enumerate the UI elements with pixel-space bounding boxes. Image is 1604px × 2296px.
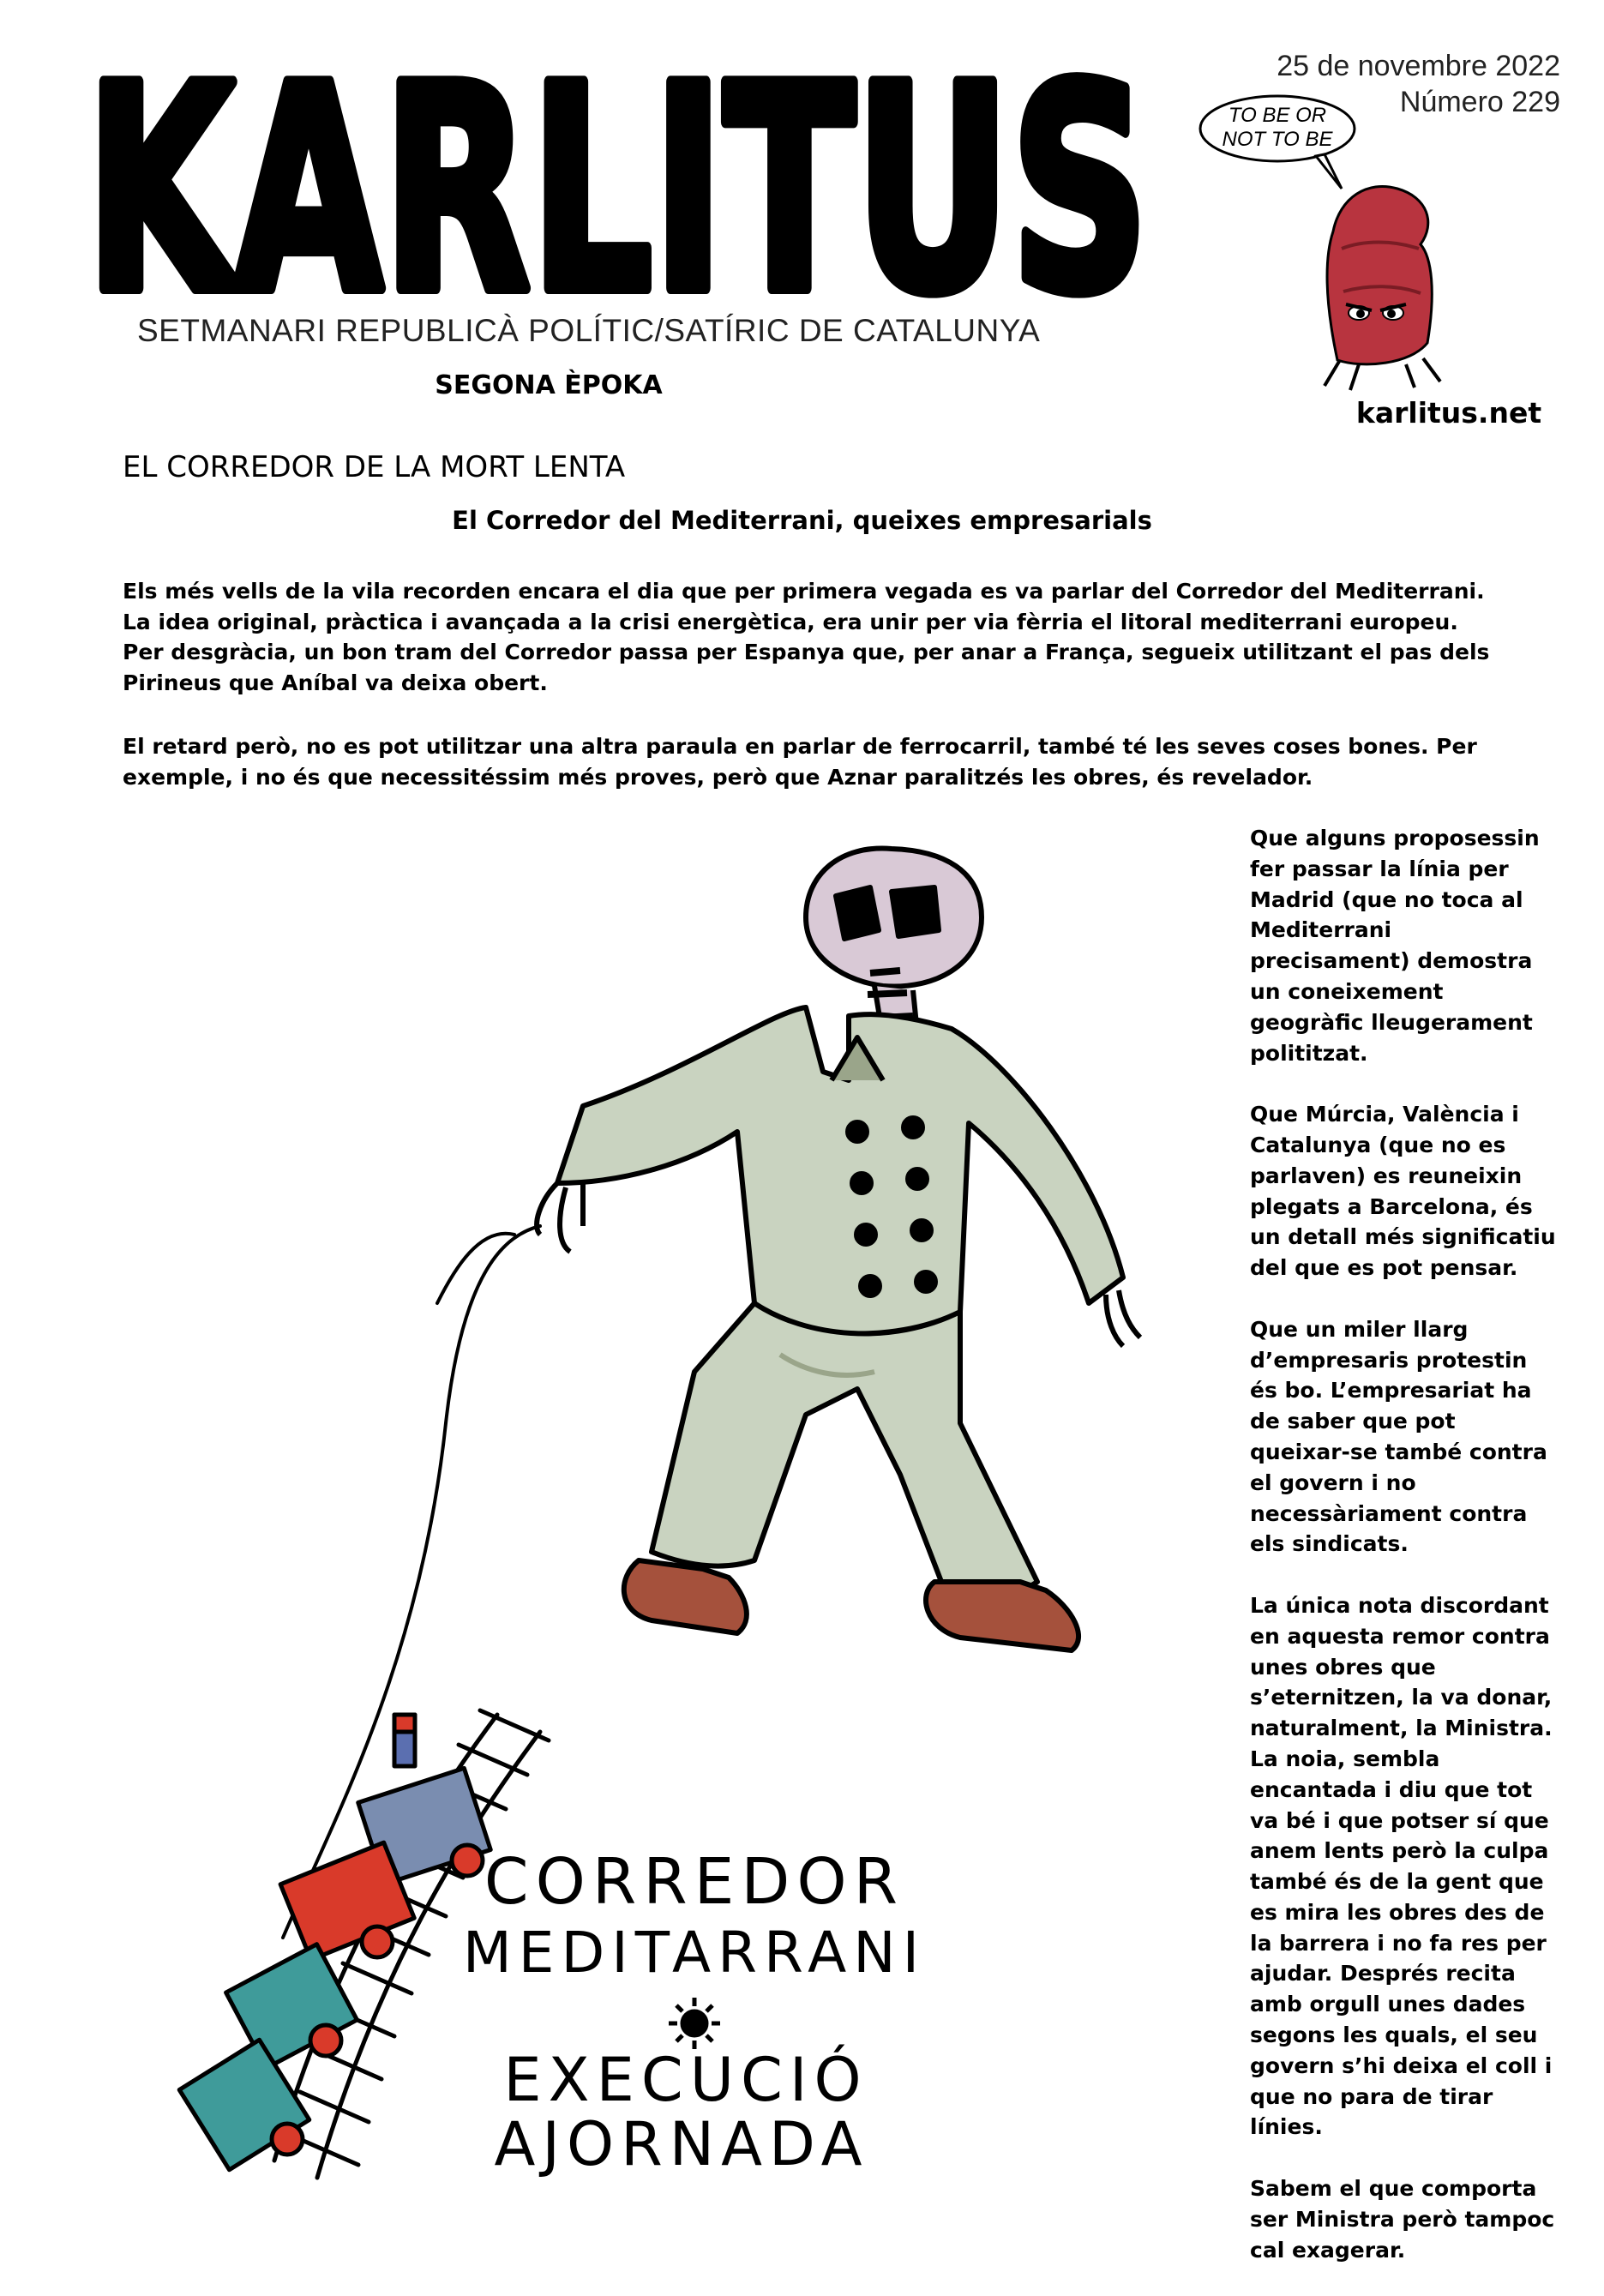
caption-line-3: EXECUCIÓ [503,2045,868,2115]
trousers [652,1303,1037,1596]
sidebar-paragraph-1: Que alguns proposessin fer passar la línia per Madrid (que no toca al Mediterrani precisament) demostra un coneixement geogràfic lleugerament polititzat. [1250,826,1540,1066]
masthead-title [86,41,1183,316]
mascot-figure [1325,186,1440,390]
caption-line-2: MEDITARRANI [462,1920,927,1986]
toy-train [179,1715,490,2170]
masthead-subtitle: SETMANARI REPUBLICÀ POLÍTIC/SATÍRIC DE CATALUNYA [137,313,1041,348]
coat [557,1007,1123,1333]
article-paragraph-1: Els més vells de la vila recorden encara el dia que per primera vegada es va parlar del Corredor del Mediterrani. La idea original, pràctica i avançada a la crisi energètica, era unir per via fèrria el litoral mediterrani europeu. Per desgràcia, un bon tram del Corredor passa per Espanya que, per anar a França, segueix utilitzant el pas dels Pirineus que Aníbal va deixa obert. [123,579,1490,695]
masthead-title-text: KARLITUS [86,41,1149,316]
issue-number: Número 229 [1399,86,1560,118]
sidebar-paragraph-3: Que un miler llarg d’empresaris protestin és bo. L’empresariat ha de saber que pot queixar-se també contra el govern i no necessàriament contra els sindicats. [1250,1316,1547,1557]
website-link[interactable]: karlitus.net [1355,396,1542,430]
article-subtitle: El Corredor del Mediterrani, queixes empresarials [452,506,1152,535]
mascot-illustration [1196,86,1453,394]
speech-line-2: NOT TO BE [1222,128,1333,151]
issue-date: 25 de novembre 2022 [1277,50,1560,82]
article-title: EL CORREDOR DE LA MORT LENTA [123,450,626,484]
sidebar-column [1250,823,1559,2296]
speech-bubble [1200,96,1355,189]
sun-icon [669,1998,720,2049]
speech-line-1: TO BE OR [1228,104,1327,127]
cartoon-caption [463,1845,926,2179]
cartoon-illustration [137,823,1226,2229]
masthead-epoch: SEGONA ÈPOKA [435,370,663,400]
skeleton-figure [537,849,1140,1650]
sidebar-paragraph-4: La única nota discordant en aquesta remor contra unes obres que s’eternitzen, la va donar, naturalment, la Ministra. La noia, sembla encantada i diu que tot va bé i que potser sí que anem lents però la culpa també és de la gent que es mira les obres des de la barrera i no fa res per ajudar. Després recita amb orgull unes dades segons les quals, el seu govern s’hi deixa el coll i que no para de tirar línies. [1250,1592,1553,2140]
sidebar-paragraph-5: Sabem el que comporta ser Ministra però tampoc cal exagerar. [1250,2176,1555,2263]
article-paragraph-2: El retard però, no es pot utilitzar una altra paraula en parlar de ferrocarril, també té les seves coses bones. Per exemple, i no és que necessitéssim més proves, però que Aznar paralitzés les obres, és revelador. [123,734,1477,790]
caption-line-1: CORREDOR [484,1845,905,1919]
caption-line-4: AJORNADA [494,2109,869,2179]
sidebar-paragraph-2: Que Múrcia, València i Catalunya (que no es parlaven) es reuneixin plegats a Barcelona, és un detall més significatiu del que es pot pensar. [1250,1102,1556,1281]
